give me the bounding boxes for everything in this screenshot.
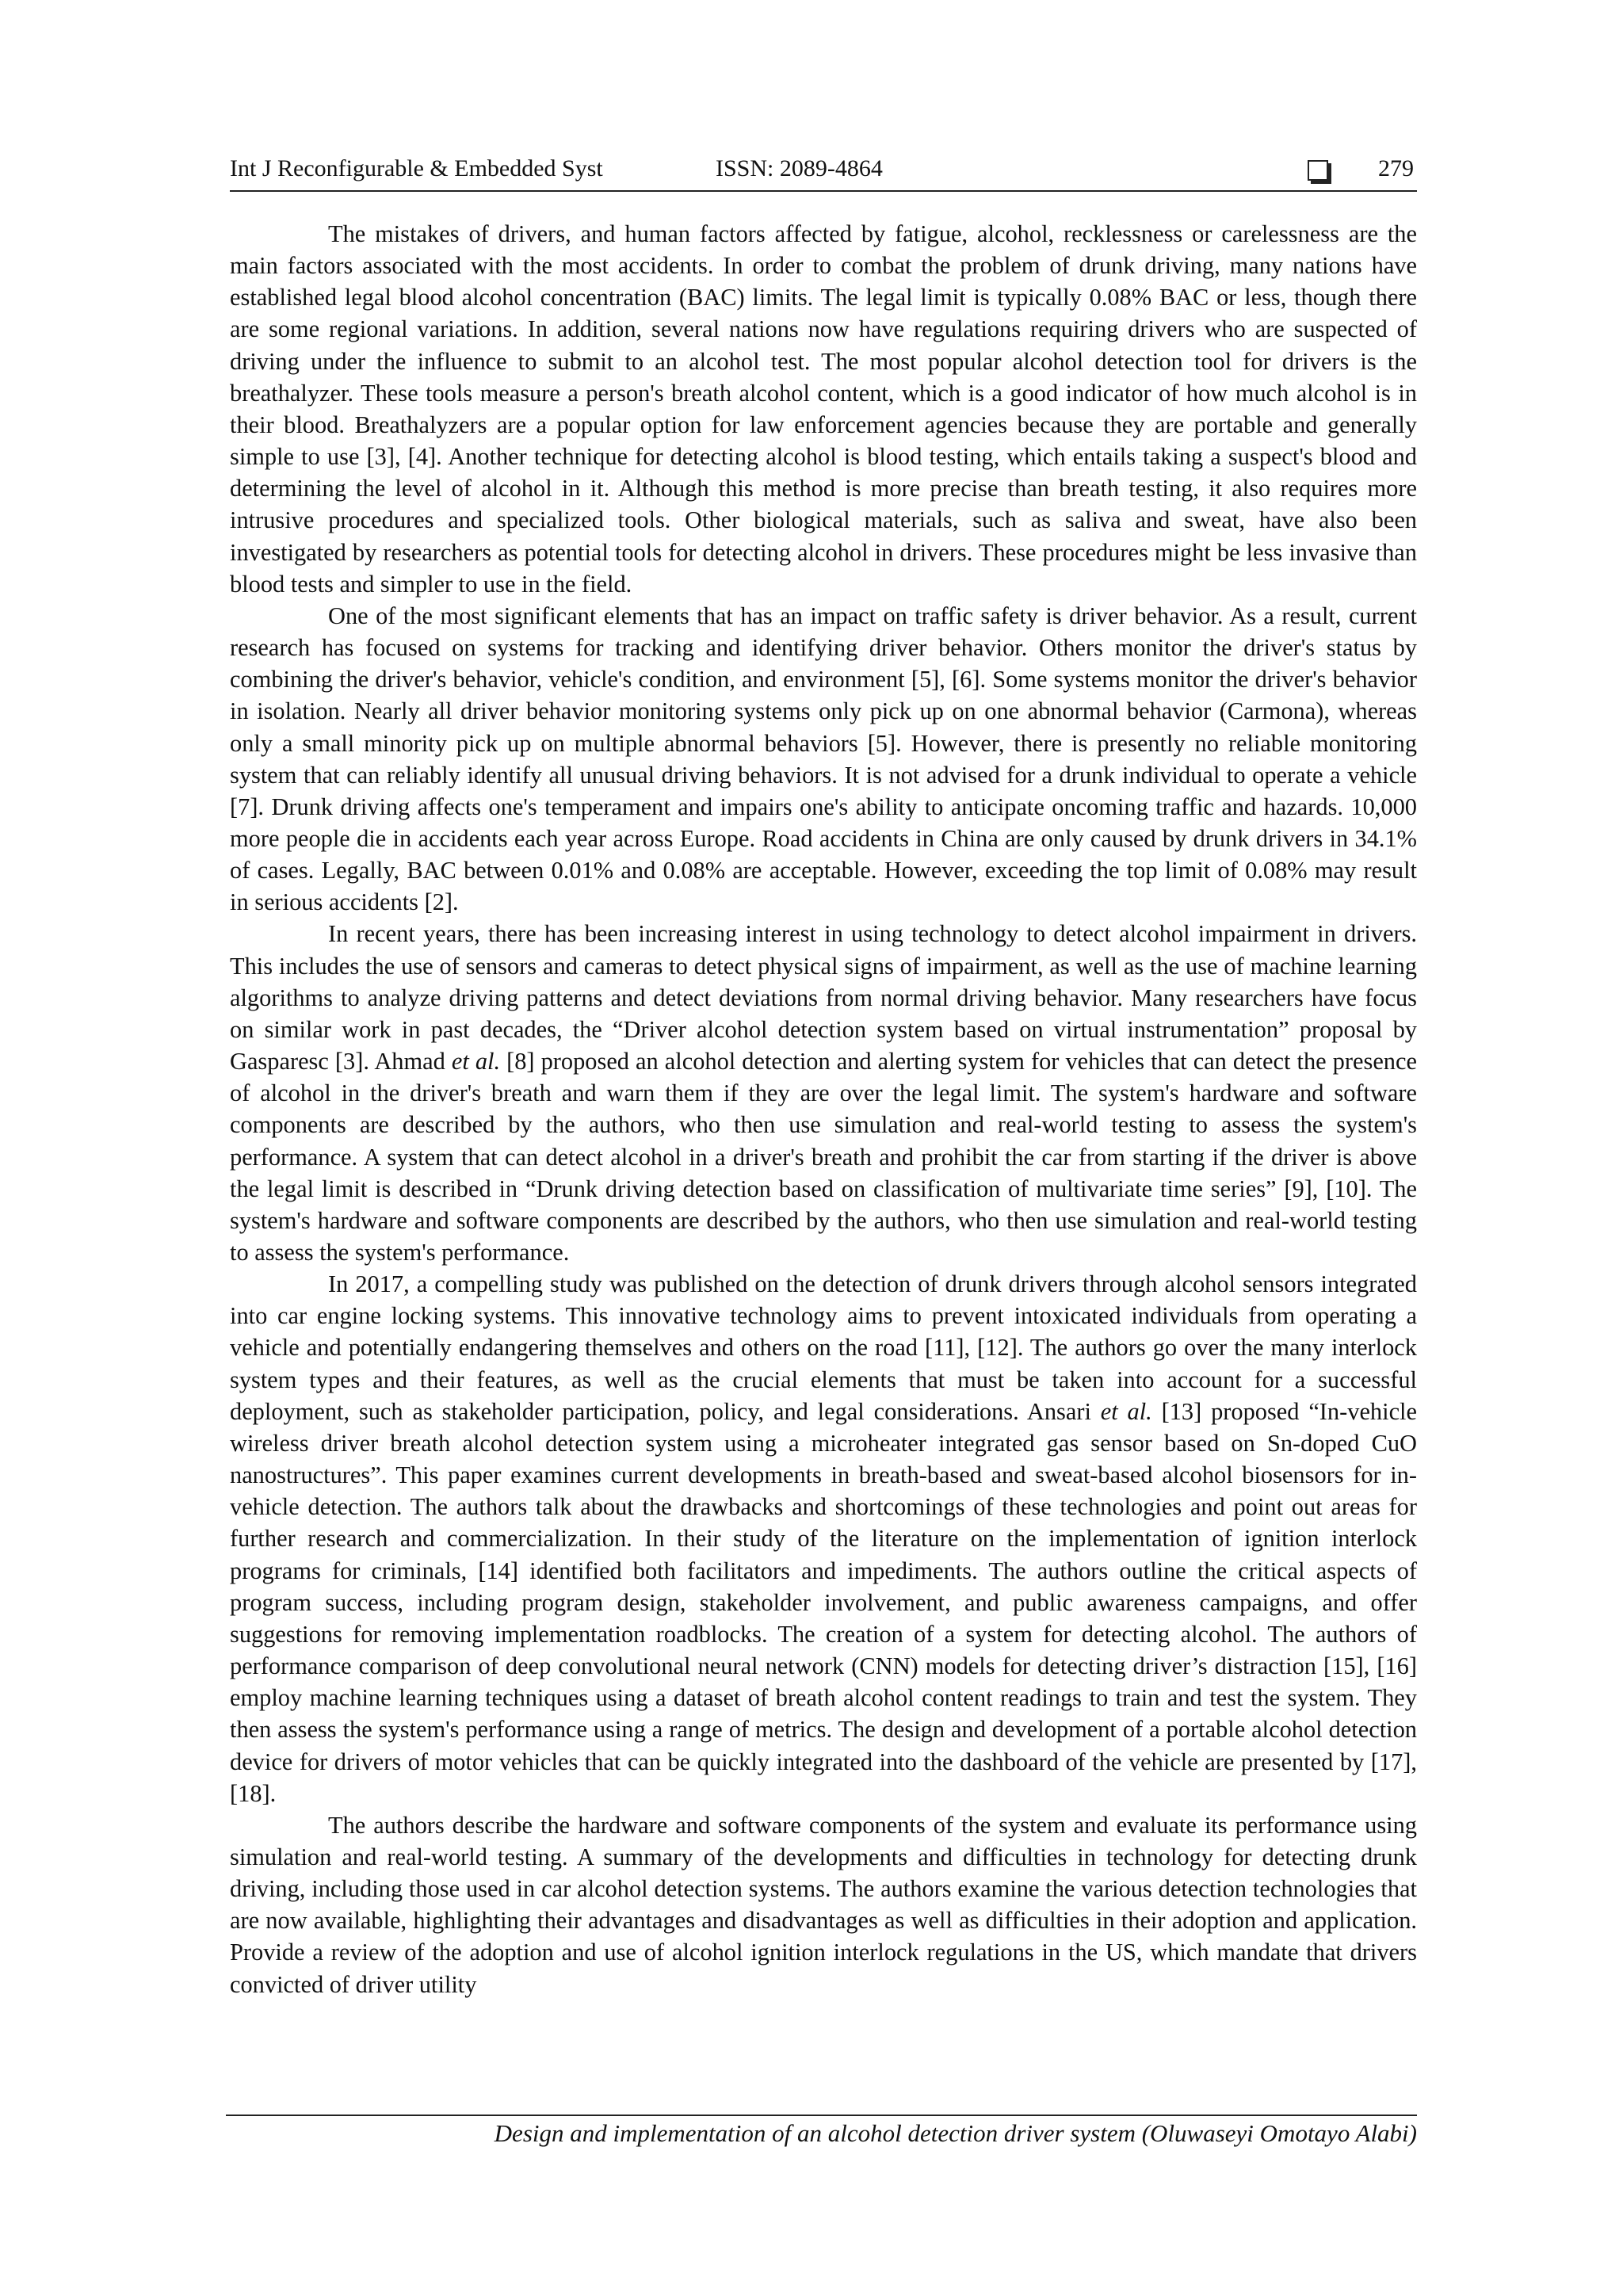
paragraph-3-text-a: In recent years, there has been increasing interest in using technology to detect alcohol impairment in drivers. This includes the use of sensors and cameras to detect physical signs of impairment, as well as the use of machine learning algorithms to analyze driving patterns and detect deviations from normal driving behavior. Many researchers have focus on similar work in past decades, the “Driver alcohol detection system based on virtual instrumentation” proposal by Gasparesc [3]. Ahmad: [230, 920, 1417, 1075]
paragraph-4-et-al: et al.: [1100, 1397, 1152, 1425]
paragraph-3: [230, 918, 1417, 1268]
checkbox-square-icon: [1308, 160, 1328, 181]
paragraph-4-text-a: In 2017, a compelling study was published on the detection of drunk drivers through alcohol sensors integrated into car engine locking systems. This innovative technology aims to prevent intoxicated individuals from operating a vehicle and potentially endangering themselves and others on the road [11], [12]. The authors go over the many interlock system types and their features, as well as the crucial elements that must be taken into account for a successful deployment, such as stakeholder participation, policy, and legal considerations. Ansari: [230, 1270, 1417, 1425]
paragraph-2: One of the most significant elements that has an impact on traffic safety is driver behavior. As a result, current research has focused on systems for tracking and identifying driver behavior. Others monitor the driver's status by combining the driver's behavior, vehicle's condition, and environment [5], [6]. Some systems monitor the driver's behavior in isolation. Nearly all driver behavior monitoring systems only pick up on one abnormal behavior (Carmona), whereas only a small minority pick up on multiple abnormal behaviors [5]. However, there is presently no reliable monitoring system that can reliably identify all unusual driving behaviors. It is not advised for a drunk individual to operate a vehicle [7]. Drunk driving affects one's temperament and impairs one's ability to anticipate oncoming traffic and hazards. 10,000 more people die in accidents each year across Europe. Road accidents in China are only caused by drunk drivers in 34.1% of cases. Legally, BAC between 0.01% and 0.08% are acceptable. However, exceeding the top limit of 0.08% may result in serious accidents [2].: [230, 602, 1417, 916]
issn: ISSN: 2089-4864: [716, 155, 883, 181]
page-header: [230, 155, 1417, 192]
running-footer-title: Design and implementation of an alcohol detection driver system (Oluwaseyi Omotayo Alabi): [494, 2119, 1417, 2147]
footer-rule: [226, 2115, 1417, 2116]
paragraph-4-text-b: [13] proposed “In-vehicle wireless driver breath alcohol detection system using a microheater integrated gas sensor based on Sn-doped CuO nanostructures”. This paper examines current developments in breath-based and sweat-based alcohol biosensors for in-vehicle detection. The authors talk about the drawbacks and shortcomings of these technologies and point out areas for further research and commercialization. In their study of the literature on the implementation of ignition interlock programs for criminals, [14] identified both facilitators and impediments. The authors outline the critical aspects of program success, including program design, stakeholder involvement, and public awareness campaigns, and offer suggestions for removing implementation roadblocks. The creation of a system for detecting alcohol. The authors of performance comparison of deep convolutional neural network (CNN) models for detecting driver’s distraction [15], [16] employ machine learning techniques using a dataset of breath alcohol content readings to train and test the system. They then assess the system's performance using a range of metrics. The design and development of a portable alcohol detection device for drivers of motor vehicles that can be quickly integrated into the dashboard of the vehicle are presented by [17], [18].: [230, 1397, 1417, 1807]
paragraph-5: The authors describe the hardware and software components of the system and evaluate its performance using simulation and real-world testing. A summary of the developments and difficulties in technology for detecting drunk driving, including those used in car alcohol detection systems. The authors examine the various detection technologies that are now available, highlighting their advantages and disadvantages as well as difficulties in their adoption and application. Provide a review of the adoption and use of alcohol ignition interlock regulations in the US, which mandate that drivers convicted of driver utility: [230, 1811, 1417, 1998]
page-number: 279: [1378, 155, 1414, 181]
article-body: [230, 218, 1417, 2000]
paragraph-1: The mistakes of drivers, and human factors affected by fatigue, alcohol, recklessness or carelessness are the main factors associated with the most accidents. In order to combat the problem of drunk driving, many nations have established legal blood alcohol concentration (BAC) limits. The legal limit is typically 0.08% BAC or less, though there are some regional variations. In addition, several nations now have regulations requiring drivers who are suspected of driving under the influence to submit to an alcohol test. The most popular alcohol detection tool for drivers is the breathalyzer. These tools measure a person's breath alcohol content, which is a good indicator of how much alcohol is in their blood. Breathalyzers are a popular option for law enforcement agencies because they are portable and generally simple to use [3], [4]. Another technique for detecting alcohol is blood testing, which entails taking a suspect's blood and determining the level of alcohol in it. Although this method is more precise than breath testing, it also requires more intrusive procedures and specialized tools. Other biological materials, such as saliva and sweat, have also been investigated by researchers as potential tools for detecting alcohol in drivers. These procedures might be less invasive than blood tests and simpler to use in the field.: [230, 220, 1417, 598]
paragraph-3-text-b: [8] proposed an alcohol detection and alerting system for vehicles that can detect the presence of alcohol in the driver's breath and warn them if they are over the legal limit. The system's hardware and software components are described by the authors, who then use simulation and real-world testing to assess the system's performance. A system that can detect alcohol in a driver's breath and prohibit the car from starting if the driver is above the legal limit is described in “Drunk driving detection based on classification of multivariate time series” [9], [10]. The system's hardware and software components are described by the authors, who then use simulation and real-world testing to assess the system's performance.: [230, 1048, 1417, 1266]
journal-name: Int J Reconfigurable & Embedded Syst: [230, 155, 603, 181]
paragraph-3-et-al: et al.: [451, 1048, 501, 1075]
paragraph-4: [230, 1268, 1417, 1809]
